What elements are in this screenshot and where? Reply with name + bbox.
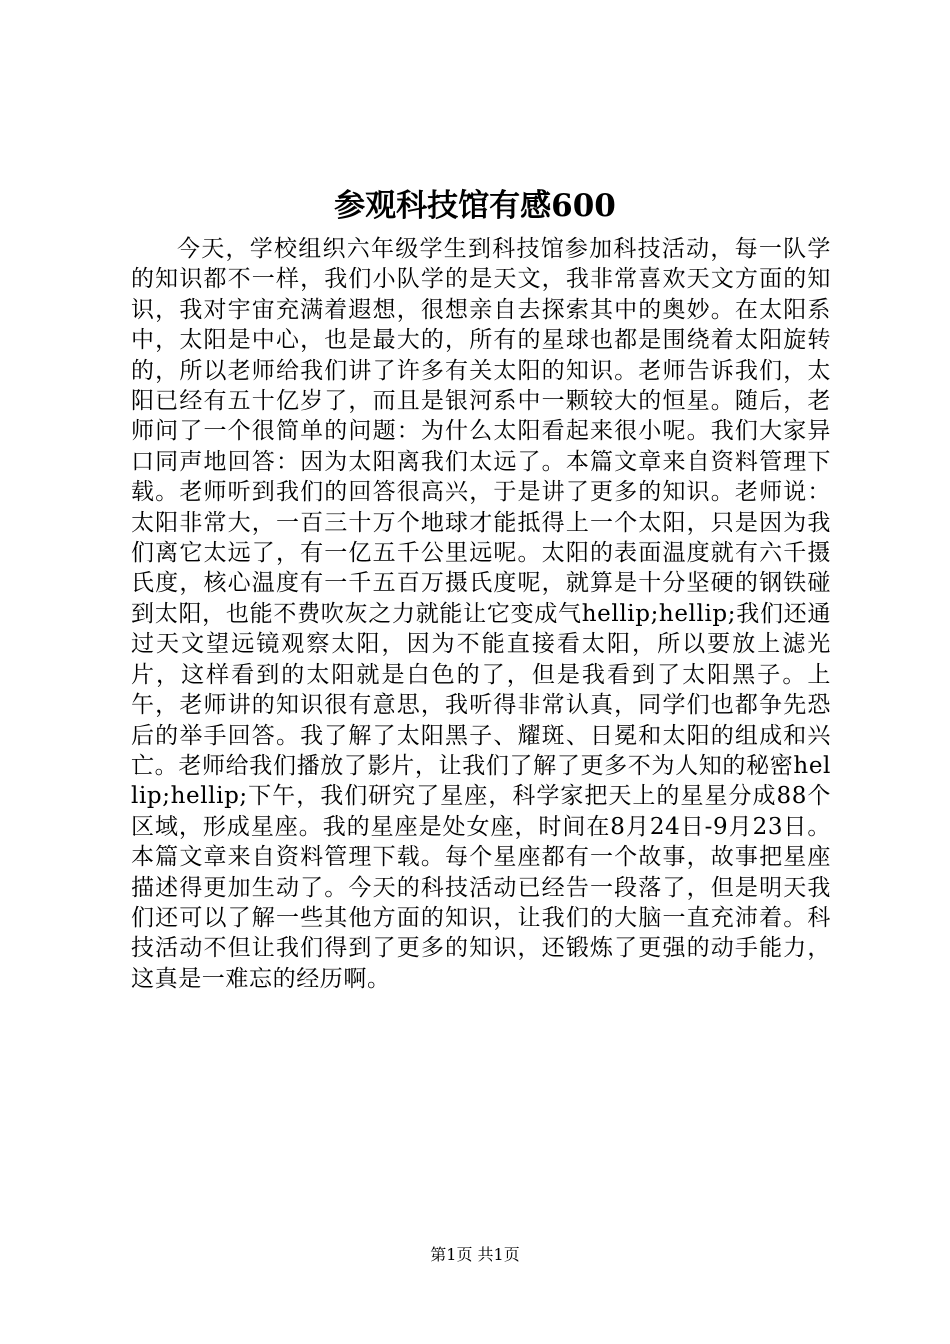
document-title: 参观科技馆有感600: [334, 188, 616, 224]
page-number-footer: 第1页 共1页: [430, 1245, 520, 1264]
document-body-paragraph: 今天，学校组织六年级学生到科技馆参加科技活动，每一队学的知识都不一样，我们小队学的是天文，我非常喜欢天文方面的知识，我对宇宙充满着遐想，很想亲自去探索其中的奥妙。在太阳系中，太阳是中心，也是最大的，所有的星球也都是围绕着太阳旋转的，所以老师给我们讲了许多有关太阳的知识。老师告诉我们，太阳已经有五十亿岁了，而且是银河系中一颗较大的恒星。随后，老师问了一个很简单的问题：为什么太阳看起来很小呢。我们大家异口同声地回答：因为太阳离我们太远了。本篇文章来自资料管理下载。老师听到我们的回答很高兴，于是讲了更多的知识。老师说：太阳非常大，一百三十万个地球才能抵得上一个太阳，只是因为我们离它太远了，有一亿五千公里远呢。太阳的表面温度就有六千摄氏度，核心温度有一千五百万摄氏度呢，就算是十分坚硬的钢铁碰到太阳，也能不费吹灰之力就能让它变成气hellip;hellip;我们还通过天文望远镜观察太阳，因为不能直接看太阳，所以要放上滤光片，这样看到的太阳就是白色的了，但是我看到了太阳黑子。上午，老师讲的知识很有意思，我听得非常认真，同学们也都争先恐后的举手回答。我了解了太阳黑子、耀斑、日冕和太阳的组成和兴亡。老师给我们播放了影片，让我们了解了更多不为人知的秘密hellip;hellip;下午，我们研究了星座，科学家把天上的星星分成88个区域，形成星座。我的星座是处女座，时间在8月24日-9月23日。本篇文章来自资料管理下载。每个星座都有一个故事，故事把星座描述得更加生动了。今天的科技活动已经告一段落了，但是明天我们还可以了解一些其他方面的知识，让我们的大脑一直充沛着。科技活动不但让我们得到了更多的知识，还锻炼了更强的动手能力，这真是一难忘的经历啊。: [131, 236, 831, 992]
